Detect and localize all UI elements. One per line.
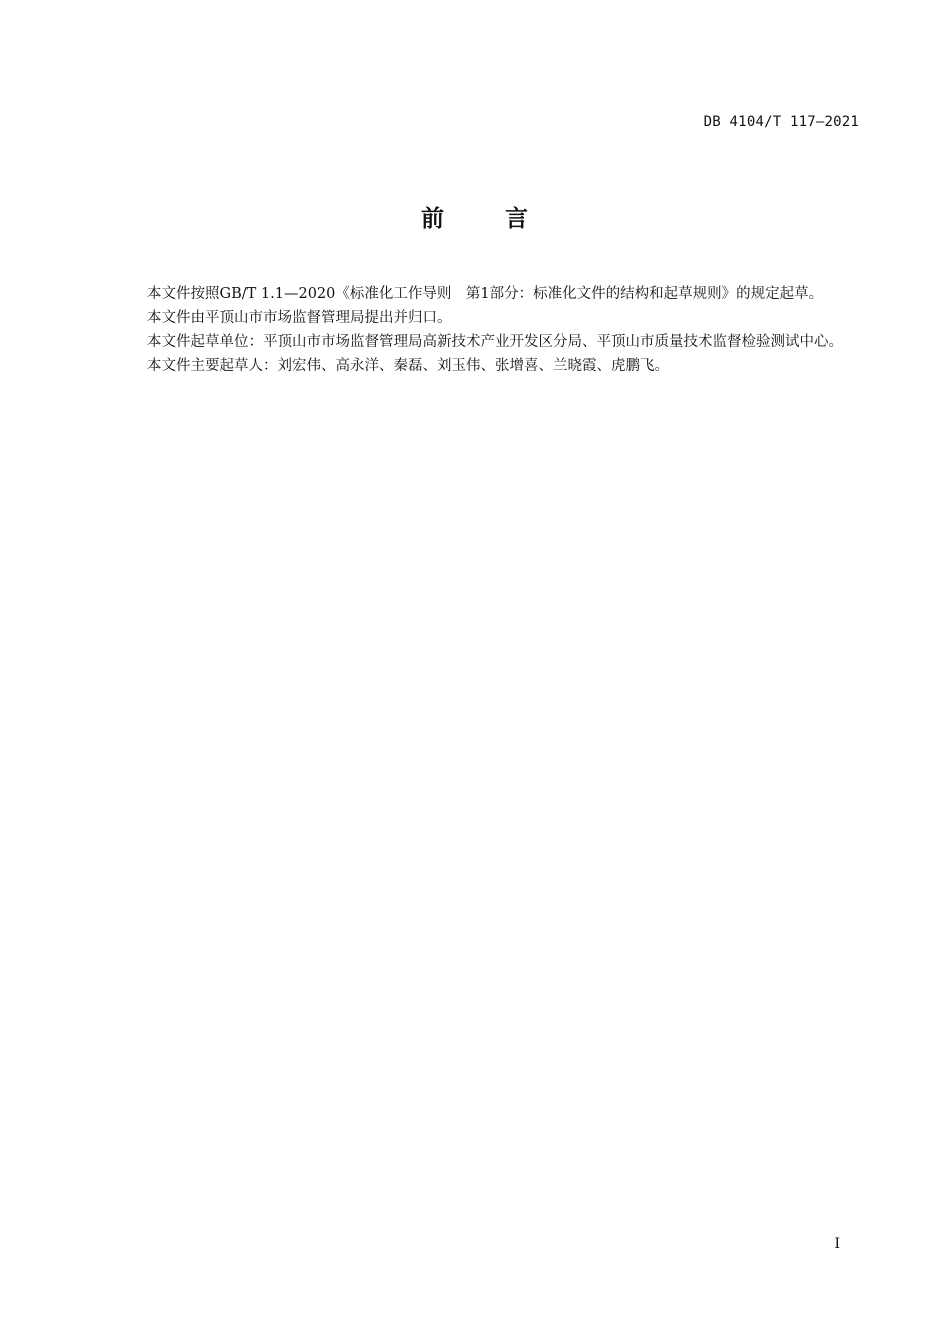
page-number: I <box>834 1236 840 1252</box>
title-char-2: 言 <box>505 206 529 232</box>
document-code: DB 4104/T 117—2021 <box>703 114 859 130</box>
paragraph-proposer: 本文件由平顶山市市场监督管理局提出并归口。 <box>147 310 452 326</box>
paragraph-drafters: 本文件主要起草人：刘宏伟、高永洋、秦磊、刘玉伟、张增喜、兰晓霞、虎鹏飞。 <box>147 358 669 374</box>
title-char-1: 前 <box>421 206 445 232</box>
paragraph-drafting-units: 本文件起草单位：平顶山市市场监督管理局高新技术产业开发区分局、平顶山市质量技术监督检验测试中心。 <box>147 334 843 350</box>
foreword-body <box>113 282 859 378</box>
paragraph-drafting-rules: 本文件按照GB/T 1.1—2020《标准化工作导则 第1部分：标准化文件的结构和起草规则》的规定起草。 <box>147 286 824 302</box>
page-title <box>0 200 950 233</box>
